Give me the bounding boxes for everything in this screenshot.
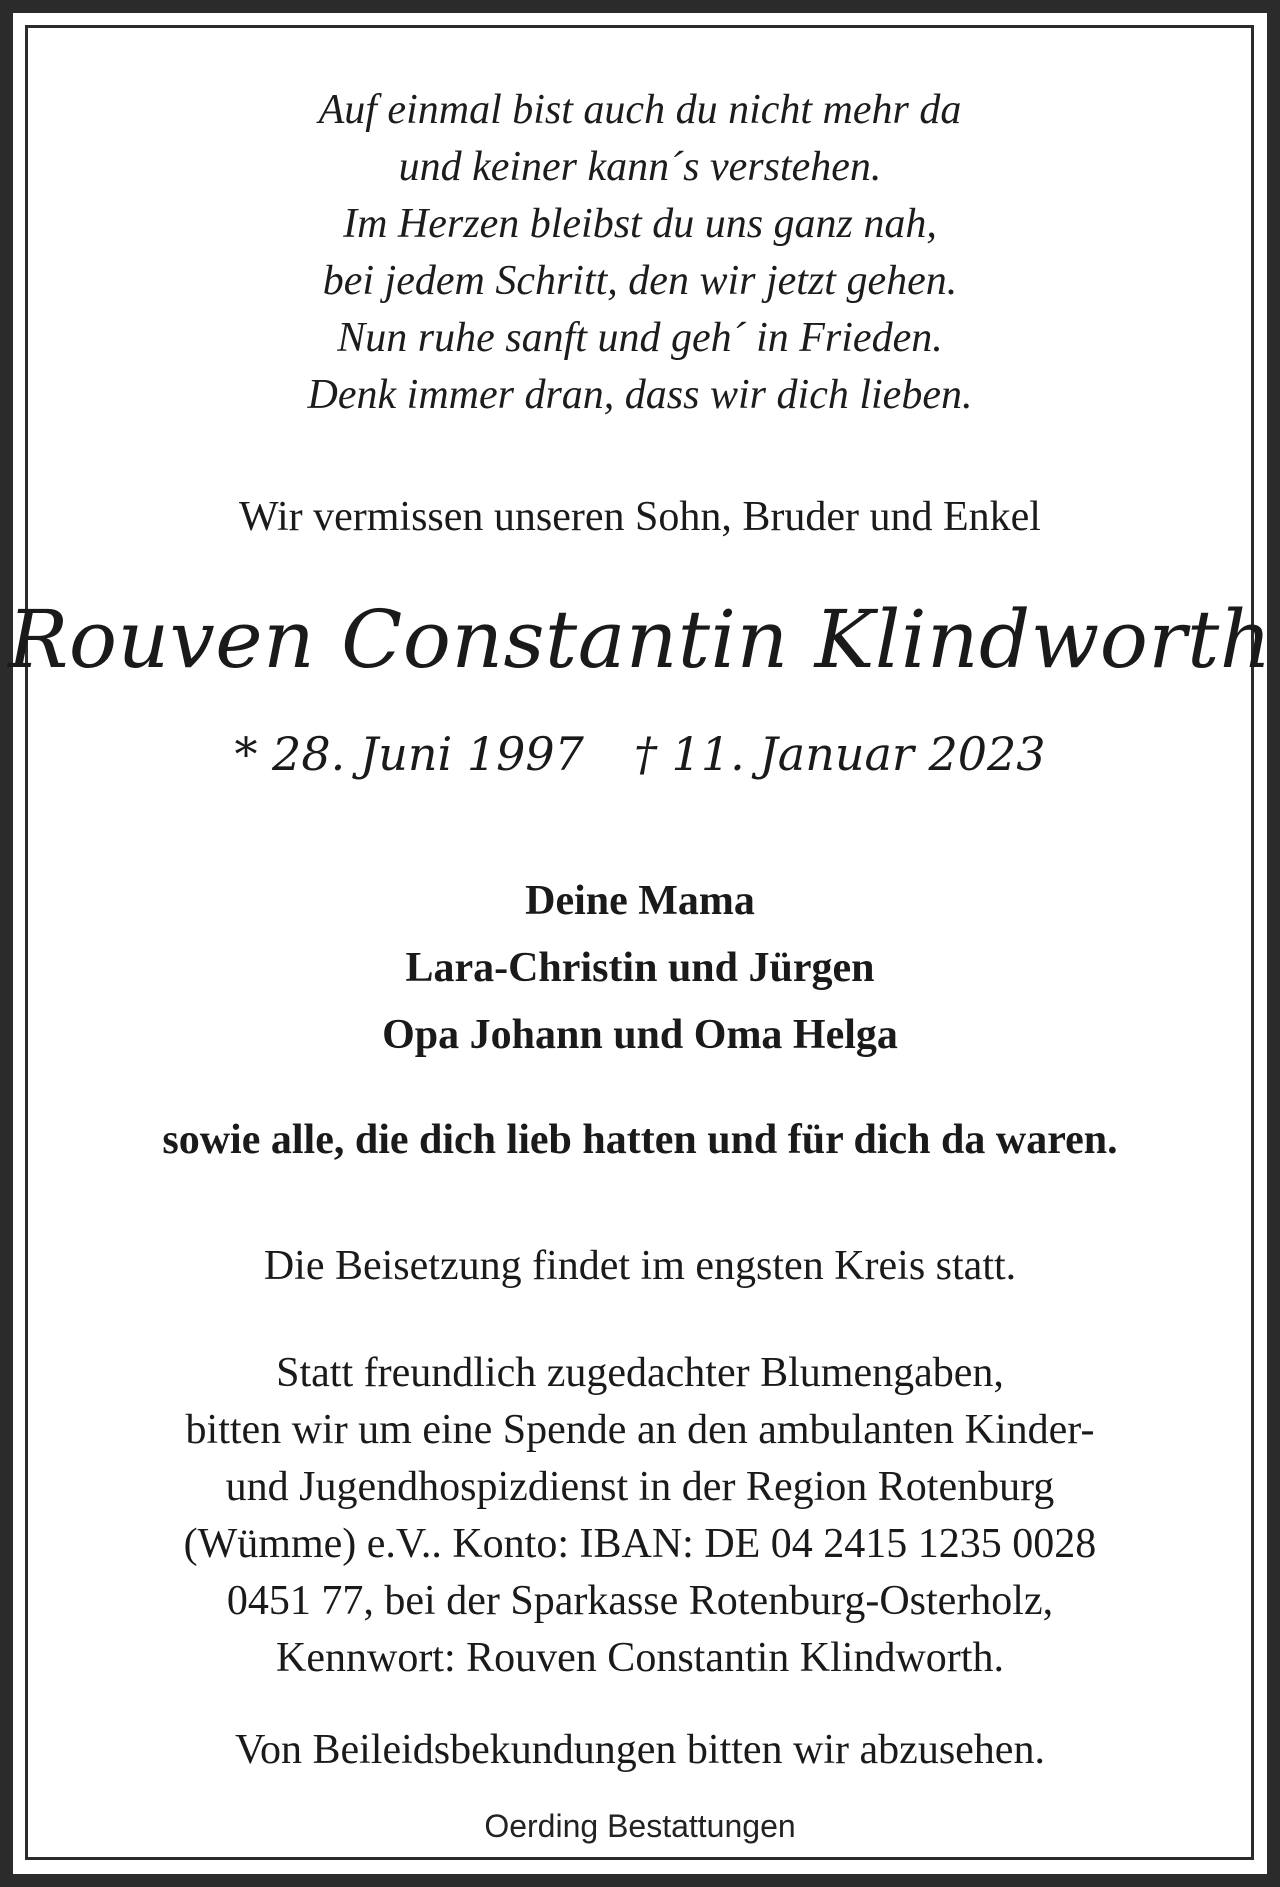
memorial-poem: [0, 82, 1280, 424]
condolence-note: Von Beileidsbekundungen bitten wir abzusehen.: [235, 1727, 1045, 1773]
donation-line: 0451 77, bei der Sparkasse Rotenburg-Osterholz,: [226, 1578, 1054, 1624]
mourners-list: [0, 868, 1280, 1069]
donation-line: (Wümme) e.V.. Konto: IBAN: DE 04 2415 1235 0028: [183, 1521, 1097, 1567]
donation-line: Statt freundlich zugedachter Blumengaben,: [276, 1350, 1004, 1396]
poem-line: und keiner kann´s verstehen.: [398, 144, 882, 190]
poem-line: bei jedem Schritt, den wir jetzt gehen.: [322, 258, 958, 304]
poem-line: Denk immer dran, dass wir dich lieben.: [307, 372, 973, 418]
mourners-closing: sowie alle, die dich lieb hatten und für dich da waren.: [162, 1117, 1118, 1163]
poem-line: Auf einmal bist auch du nicht mehr da: [318, 87, 962, 133]
intro-text: Wir vermissen unseren Sohn, Bruder und Enkel: [239, 494, 1041, 540]
death-date: † 11. Januar 2023: [633, 727, 1046, 781]
donation-line: und Jugendhospizdienst in der Region Rotenburg: [225, 1464, 1055, 1510]
poem-line: Nun ruhe sanft und geh´ in Frieden.: [337, 315, 943, 361]
donation-line: Kennwort: Rouven Constantin Klindworth.: [276, 1635, 1004, 1681]
funeral-note: Die Beisetzung findet im engsten Kreis statt.: [263, 1243, 1017, 1289]
donation-line: bitten wir um eine Spende an den ambulanten Kinder-: [185, 1407, 1095, 1453]
donation-request: [0, 1345, 1280, 1687]
mourner-line: Lara-Christin und Jürgen: [405, 945, 875, 991]
mourner-line: Deine Mama: [525, 878, 755, 924]
mourner-line: Opa Johann und Oma Helga: [382, 1012, 898, 1058]
birth-date: * 28. Juni 1997: [234, 727, 584, 781]
funeral-home-name: Oerding Bestattungen: [484, 1808, 796, 1844]
deceased-name: Rouven Constantin Klindworth: [8, 593, 1272, 686]
poem-line: Im Herzen bleibst du uns ganz nah,: [343, 201, 937, 247]
life-dates: [0, 724, 1280, 784]
